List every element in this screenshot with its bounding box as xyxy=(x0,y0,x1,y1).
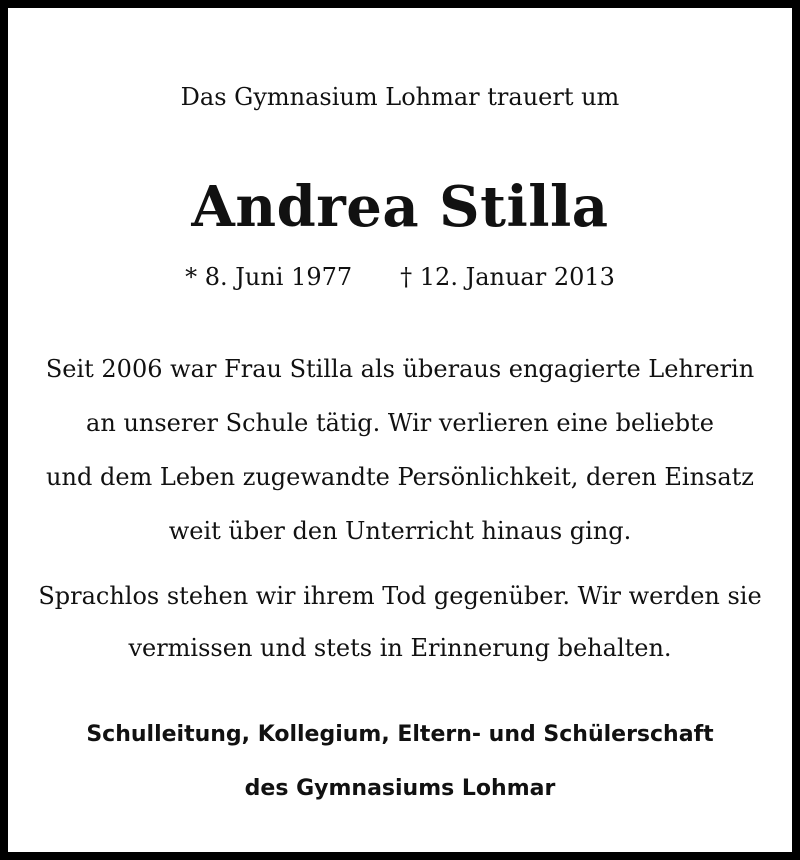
signature-line: Schulleitung, Kollegium, Eltern- und Schülerschaft xyxy=(86,722,714,747)
life-dates xyxy=(8,260,792,294)
closing-line: Sprachlos stehen wir ihrem Tod gegenüber. Wir werden sie xyxy=(38,582,762,610)
signature-block xyxy=(8,708,792,816)
tribute-line: Seit 2006 war Frau Stilla als überaus engagierte Lehrerin xyxy=(45,355,755,383)
tribute-line: an unserer Schule tätig. Wir verlieren eine beliebte xyxy=(86,409,714,437)
closing-line: vermissen und stets in Erinnerung behalten. xyxy=(128,634,672,662)
tribute-line: weit über den Unterricht hinaus ging. xyxy=(168,517,632,545)
tribute-paragraph xyxy=(8,342,792,558)
tribute-line: und dem Leben zugewandte Persönlichkeit, deren Einsatz xyxy=(46,463,754,491)
birth-date: * 8. Juni 1977 xyxy=(185,263,353,291)
intro-text: Das Gymnasium Lohmar trauert um xyxy=(180,83,620,111)
closing-paragraph xyxy=(8,570,792,674)
signature-line: des Gymnasiums Lohmar xyxy=(244,776,556,801)
deceased-name: Andrea Stilla xyxy=(191,174,609,240)
death-date: † 12. Januar 2013 xyxy=(400,263,615,291)
